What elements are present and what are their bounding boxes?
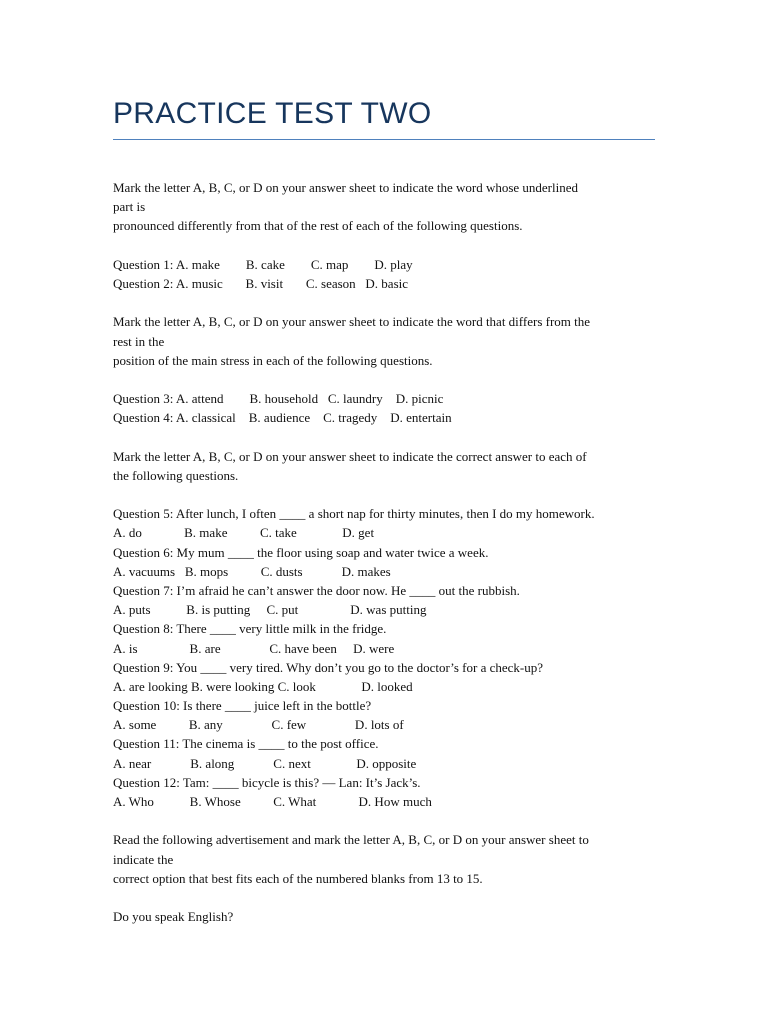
question-2: Question 2: A. music B. visit C. season D. basic xyxy=(113,275,409,291)
title-divider xyxy=(113,139,655,140)
question-5: Question 5: After lunch, I often ____ a short nap for thirty minutes, then I do my homework. xyxy=(113,506,595,522)
section2-instruction-line: rest in the xyxy=(113,333,165,349)
question-12-options: A. Who B. Whose C. What D. How much xyxy=(113,794,432,809)
document-body xyxy=(113,178,658,926)
question-8-options: A. is B. are C. have been D. were xyxy=(113,640,395,656)
advertisement-heading: Do you speak English? xyxy=(113,909,234,925)
section2-instruction-line: Mark the letter A, B, C, or D on your answer sheet to indicate the word that differs from the xyxy=(113,314,591,330)
question-7-options: A. puts B. is putting C. put D. was putting xyxy=(113,602,427,618)
question-9: Question 9: You ____ very tired. Why don’t you go to the doctor’s for a check-up? xyxy=(113,659,544,675)
question-10-options: A. some B. any C. few D. lots of xyxy=(113,717,404,733)
question-12: Question 12: Tam: ____ bicycle is this? — Lan: It’s Jack’s. xyxy=(113,774,421,790)
question-8: Question 8: There ____ very little milk in the fridge. xyxy=(113,621,387,637)
spacer xyxy=(113,236,658,255)
question-1: Question 1: A. make B. cake C. map D. play xyxy=(113,256,413,272)
section1-instruction-line: part is xyxy=(113,199,146,215)
question-5-options: A. do B. make C. take D. get xyxy=(113,525,375,541)
question-11: Question 11: The cinema is ____ to the post office. xyxy=(113,736,379,752)
section3-instruction-line: Mark the letter A, B, C, or D on your answer sheet to indicate the correct answer to each of xyxy=(113,448,587,464)
section2-instruction-line: position of the main stress in each of the following questions. xyxy=(113,352,433,368)
section4-instruction-line: indicate the xyxy=(113,851,174,867)
question-6-options: A. vacuums B. mops C. dusts D. makes xyxy=(113,563,391,579)
spacer xyxy=(113,811,658,830)
question-7: Question 7: I’m afraid he can’t answer the door now. He ____ out the rubbish. xyxy=(113,582,520,598)
page-title: PRACTICE TEST TWO xyxy=(113,97,432,130)
question-10: Question 10: Is there ____ juice left in the bottle? xyxy=(113,698,372,714)
question-4: Question 4: A. classical B. audience C. tragedy D. entertain xyxy=(113,410,452,426)
question-11-options: A. near B. along C. next D. opposite xyxy=(113,755,417,771)
spacer xyxy=(113,485,658,504)
spacer xyxy=(113,293,658,312)
question-6: Question 6: My mum ____ the floor using soap and water twice a week. xyxy=(113,544,489,560)
spacer xyxy=(113,427,658,446)
section4-instruction-line: Read the following advertisement and mark the letter A, B, C, or D on your answer sheet to xyxy=(113,832,589,848)
section1-instruction-line: pronounced differently from that of the rest of each of the following questions. xyxy=(113,218,523,234)
spacer xyxy=(113,370,658,389)
spacer xyxy=(113,888,658,907)
section1-instruction-line: Mark the letter A, B, C, or D on your answer sheet to indicate the word whose underlined xyxy=(113,180,578,195)
question-9-options: A. are looking B. were looking C. look D. looked xyxy=(113,678,413,694)
section4-instruction-line: correct option that best fits each of the numbered blanks from 13 to 15. xyxy=(113,870,483,886)
question-3: Question 3: A. attend B. household C. laundry D. picnic xyxy=(113,391,444,407)
section3-instruction-line: the following questions. xyxy=(113,467,239,483)
